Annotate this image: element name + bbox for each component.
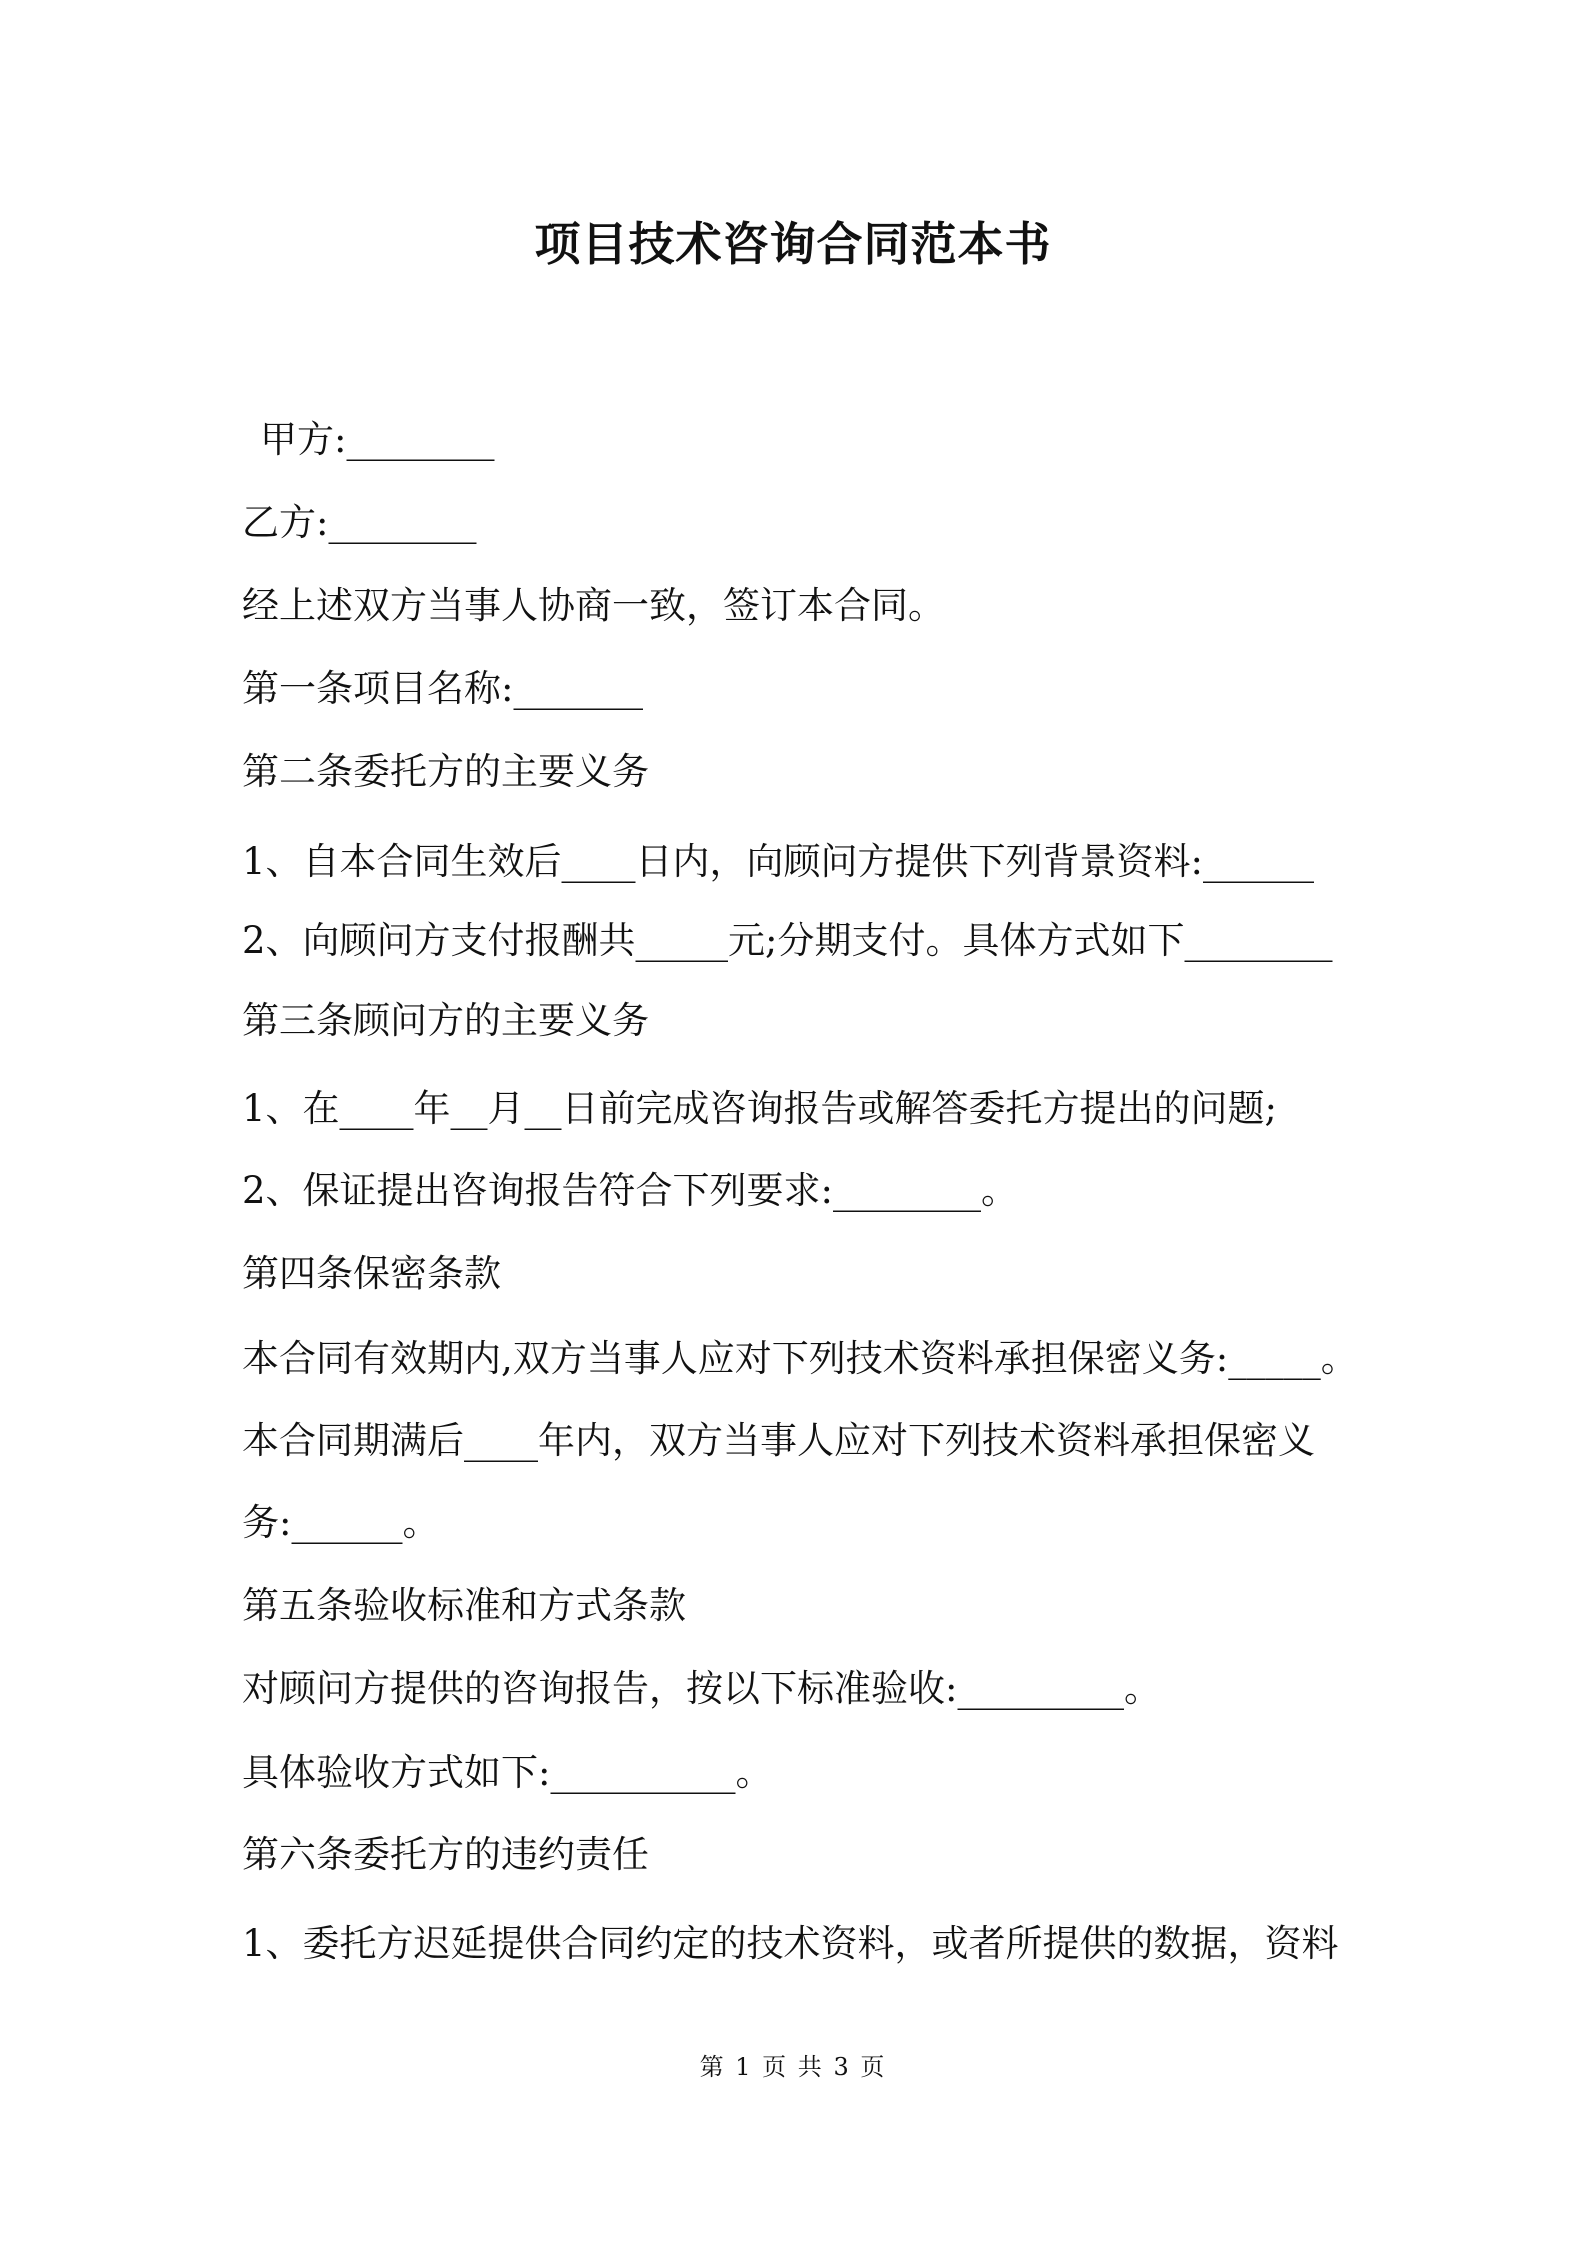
article-5-clause-1: 对顾问方提供的咨询报告，按以下标准验收:_________。 [242, 1667, 1161, 1710]
article-4-clause-2-continued: 务:______。 [242, 1501, 440, 1544]
party-b-line: 乙方:________ [242, 501, 477, 544]
article-2-item-2: 2、向顾问方支付报酬共_____元;分期支付。具体方式如下________ [242, 919, 1333, 962]
article-2-heading: 第二条委托方的主要义务 [242, 750, 649, 793]
document-title: 项目技术咨询合同范本书 [534, 217, 1052, 271]
page-number-footer: 第 1 页 共 3 页 [699, 2053, 887, 2081]
article-3-item-2: 2、保证提出咨询报告符合下列要求:________。 [242, 1169, 1019, 1212]
article-5-heading: 第五条验收标准和方式条款 [242, 1584, 686, 1627]
article-3-item-1: 1、在____年__月__日前完成咨询报告或解答委托方提出的问题; [242, 1087, 1278, 1130]
article-4-heading: 第四条保密条款 [242, 1252, 501, 1295]
article-5-clause-2: 具体验收方式如下:__________。 [242, 1751, 773, 1794]
article-4-clause-1: 本合同有效期内,双方当事人应对下列技术资料承担保密义务:_____。 [242, 1337, 1358, 1380]
article-6-heading: 第六条委托方的违约责任 [242, 1833, 649, 1876]
article-3-heading: 第三条顾问方的主要义务 [242, 999, 649, 1042]
article-4-clause-2: 本合同期满后____年内，双方当事人应对下列技术资料承担保密义 [242, 1419, 1315, 1462]
party-a-line: 甲方:________ [260, 418, 495, 461]
agreement-statement: 经上述双方当事人协商一致，签订本合同。 [242, 584, 945, 627]
article-6-item-1: 1、委托方迟延提供合同约定的技术资料，或者所提供的数据，资料 [242, 1922, 1339, 1965]
article-1-project-name: 第一条项目名称:_______ [242, 667, 643, 710]
article-2-item-1: 1、自本合同生效后____日内，向顾问方提供下列背景资料:______ [242, 840, 1315, 883]
